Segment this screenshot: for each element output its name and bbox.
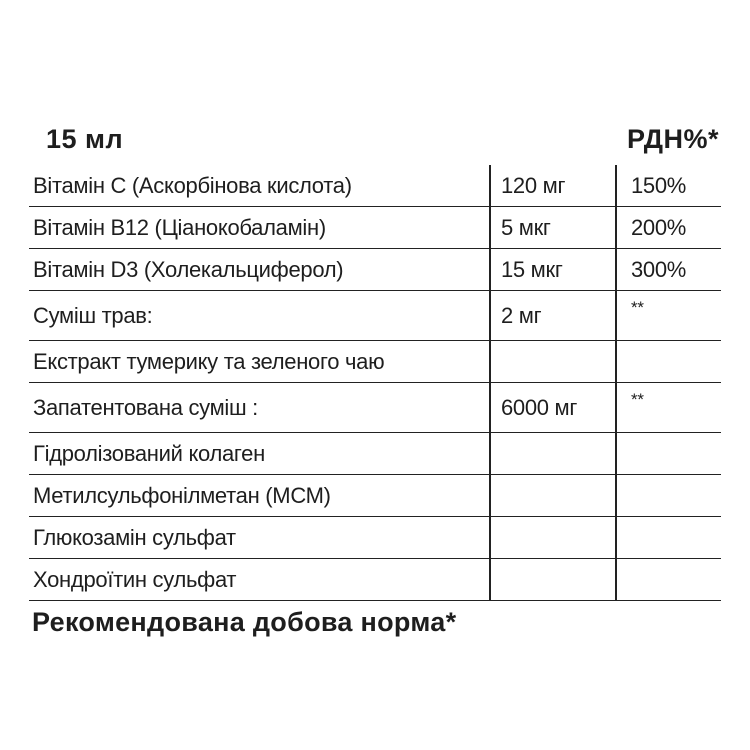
table-row — [29, 559, 721, 601]
ingredient-name: Глюкозамін сульфат — [29, 517, 490, 559]
ingredient-rdn — [616, 517, 721, 559]
table-row — [29, 165, 721, 207]
table-row — [29, 475, 721, 517]
ingredient-amount: 2 мг — [490, 291, 616, 341]
daily-value-footnote: Рекомендована добова норма* — [32, 607, 457, 637]
table-row — [29, 383, 721, 433]
ingredient-amount — [490, 341, 616, 383]
ingredient-amount — [490, 475, 616, 517]
ingredient-name: Вітамін В12 (Ціанокобаламін) — [29, 207, 490, 249]
ingredient-amount — [490, 559, 616, 601]
ingredient-name: Екстракт тумерику та зеленого чаю — [29, 341, 490, 383]
ingredient-rdn: 150% — [616, 165, 721, 207]
ingredient-name: Гідролізований колаген — [29, 433, 490, 475]
ingredient-name: Вітамін D3 (Холекальциферол) — [29, 249, 490, 291]
rdn-column-heading: РДН%* — [627, 124, 720, 154]
table-row — [29, 433, 721, 475]
ingredient-rdn: 300% — [616, 249, 721, 291]
table-row — [29, 517, 721, 559]
table-row — [29, 207, 721, 249]
ingredient-rdn — [616, 475, 721, 517]
ingredient-rdn — [616, 341, 721, 383]
ingredient-rdn — [616, 559, 721, 601]
table-row — [29, 341, 721, 383]
ingredient-amount — [490, 517, 616, 559]
ingredient-amount: 120 мг — [490, 165, 616, 207]
ingredient-name: Запатентована суміш : — [29, 383, 490, 433]
ingredient-amount — [490, 433, 616, 475]
supplement-facts-table — [29, 165, 721, 601]
ingredient-name: Хондроїтин сульфат — [29, 559, 490, 601]
ingredient-rdn — [616, 433, 721, 475]
ingredient-amount: 15 мкг — [490, 249, 616, 291]
ingredient-name: Вітамін С (Аскорбінова кислота) — [29, 165, 490, 207]
ingredient-amount: 6000 мг — [490, 383, 616, 433]
ingredient-amount: 5 мкг — [490, 207, 616, 249]
table-row — [29, 291, 721, 341]
ingredient-rdn: ** — [616, 291, 721, 341]
table-row — [29, 249, 721, 291]
ingredient-name: Суміш трав: — [29, 291, 490, 341]
serving-size-heading: 15 мл — [46, 124, 124, 154]
ingredient-name: Метилсульфонілметан (МСМ) — [29, 475, 490, 517]
ingredient-rdn: 200% — [616, 207, 721, 249]
ingredient-rdn: ** — [616, 383, 721, 433]
